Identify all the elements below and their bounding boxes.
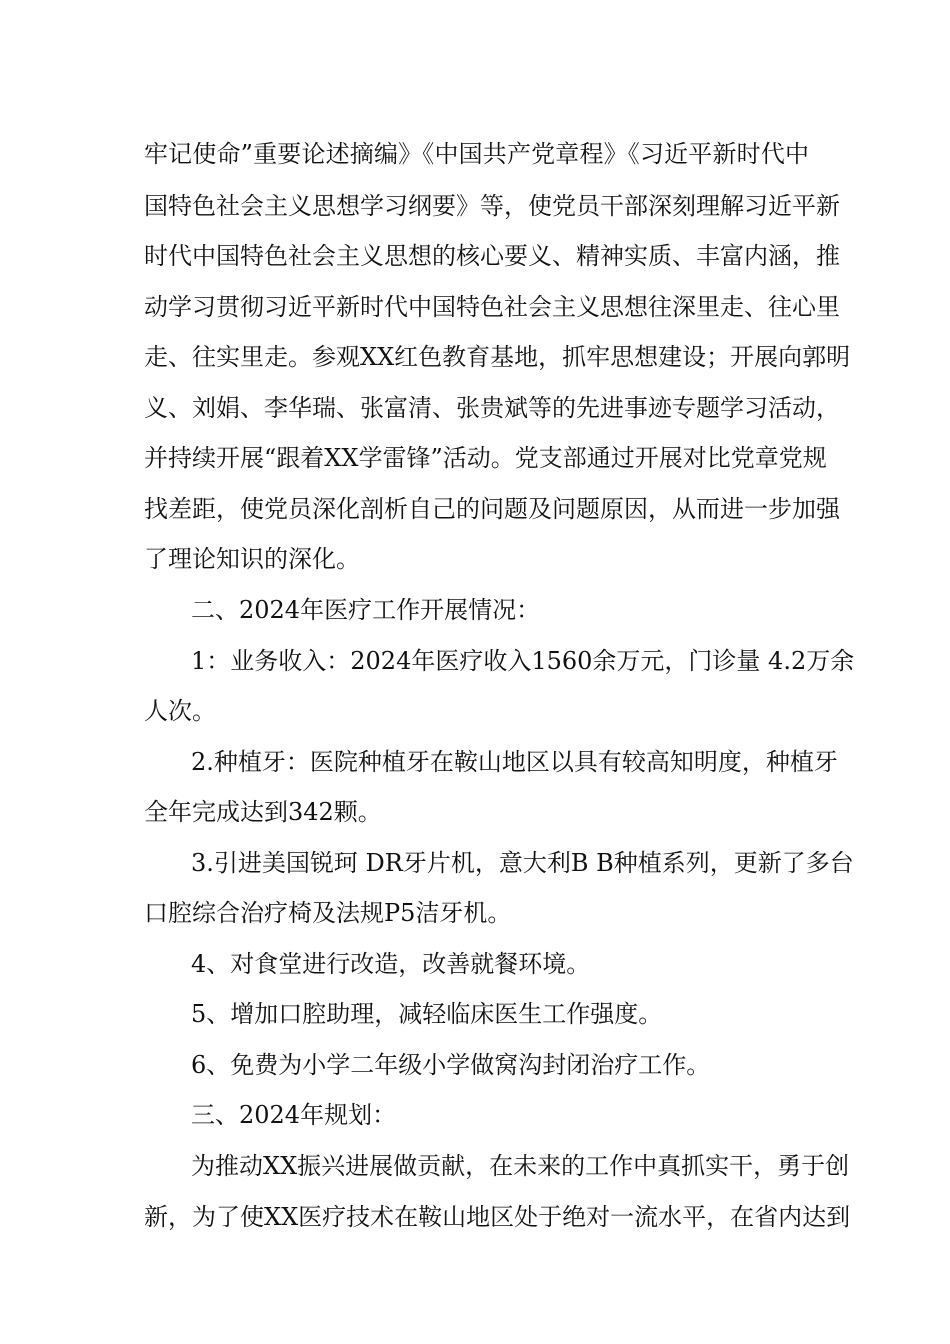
text-line: 了理论知识的深化。 <box>144 545 360 573</box>
text-line: 国特色社会主义思想学习纲要》等，使党员干部深刻理解习近平新 <box>144 192 840 220</box>
text-line: 口腔综合治疗椅及法规P5洁牙机。 <box>144 899 512 927</box>
section-heading: 三、2024年规划： <box>191 1101 397 1129</box>
text-line: 走、往实里走。参观XX红色教育基地，抓牢思想建设；开展向郭明 <box>144 343 851 371</box>
text-line: 动学习贯彻习近平新时代中国特色社会主义思想往深里走、往心里 <box>144 293 840 321</box>
list-item: 6、免费为小学二年级小学做窝沟封闭治疗工作。 <box>191 1051 711 1079</box>
text-line: 新，为了使XX医疗技术在鞍山地区处于绝对一流水平，在省内达到 <box>144 1203 851 1231</box>
text-line: 人次。 <box>144 697 216 725</box>
text-line: 找差距，使党员深化剖析自己的问题及问题原因，从而进一步加强 <box>144 495 840 523</box>
section-heading: 二、2024年医疗工作开展情况： <box>191 596 541 624</box>
text-line: 为推动XX振兴进展做贡献，在未来的工作中真抓实干，勇于创 <box>191 1152 850 1180</box>
text-line: 并持续开展“跟着XX学雷锋”活动。党支部通过开展对比党章党规 <box>144 444 827 472</box>
list-item: 2.种植牙：医院种植牙在鞍山地区以具有较高知明度，种植牙 <box>191 748 838 776</box>
list-item: 5、增加口腔助理，减轻临床医生工作强度。 <box>191 1000 663 1028</box>
text-line: 义、刘娟、李华瑞、张富清、张贵斌等的先进事迹专题学习活动， <box>144 394 840 422</box>
text-line: 时代中国特色社会主义思想的核心要义、精神实质、丰富内涵，推 <box>144 242 840 270</box>
list-item: 1：业务收入：2024年医疗收入1560余万元，门诊量 4.2万余 <box>191 647 855 675</box>
text-line: 牢记使命”重要论述摘编》《中国共产党章程》《习近平新时代中 <box>144 140 809 168</box>
text-line: 全年完成达到342颗。 <box>144 798 382 826</box>
list-item: 4、对食堂进行改造，改善就餐环境。 <box>191 950 591 978</box>
list-item: 3.引进美国锐珂 DR牙片机，意大利B B种植系列，更新了多台 <box>191 849 854 877</box>
